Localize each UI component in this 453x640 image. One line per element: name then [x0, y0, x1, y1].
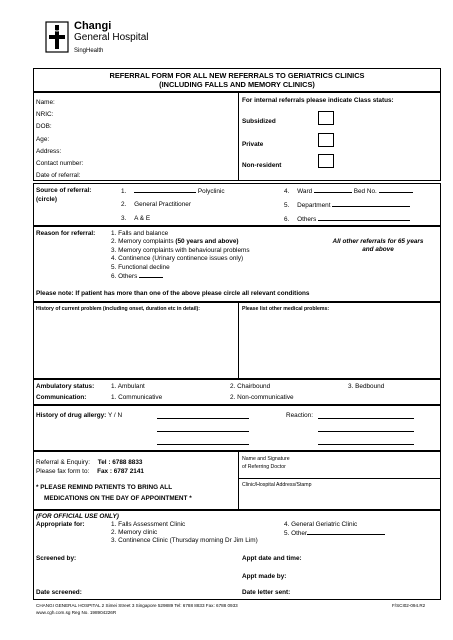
- logo-singhealth: SingHealth: [74, 48, 104, 54]
- reason-note-65-years: All other referrals for 65 years and above: [332, 238, 424, 253]
- class-private-checkbox[interactable]: [318, 133, 334, 147]
- communication-label: Communication:: [36, 394, 87, 401]
- clinic-falls[interactable]: 1. Falls Assessment Clinic: [111, 521, 186, 528]
- history-medical-label: Please list other medical problems:: [242, 306, 330, 312]
- nric-field[interactable]: NRIC:: [36, 111, 54, 119]
- patient-fields: [36, 97, 83, 182]
- communication-noncommunicative[interactable]: 2. Non-communicative: [230, 394, 294, 401]
- reaction-line-2[interactable]: [318, 431, 414, 432]
- clinic-memory[interactable]: 2. Memory clinic: [111, 529, 158, 537]
- class-subsidized-checkbox[interactable]: [318, 111, 334, 125]
- date-screened[interactable]: Date screened:: [36, 589, 82, 596]
- signature-label: Name and Signature of Referring Doctor: [242, 456, 290, 470]
- reason-item-falls[interactable]: 1. Falls and balance: [111, 230, 169, 237]
- class-nonresident-label: Non-resident: [242, 162, 282, 169]
- official-list-left: [111, 521, 258, 546]
- reason-item-functional-decline[interactable]: 5. Functional decline: [111, 263, 170, 271]
- patient-section: [33, 92, 441, 181]
- date-letter-sent[interactable]: Date letter sent:: [242, 589, 291, 596]
- appropriate-for-label: Appropriate for:: [36, 521, 85, 528]
- ambulatory-label: Ambulatory status:: [36, 383, 95, 390]
- footer-form-code: F/SCI02-094.R2: [392, 603, 426, 608]
- source-option-ward[interactable]: 4. Ward Bed No.: [284, 187, 413, 196]
- drug-line-1[interactable]: [157, 418, 249, 419]
- contact-number-field[interactable]: Contact number:: [36, 160, 84, 168]
- drug-allergy-row: [36, 412, 122, 420]
- hospital-logo: [36, 18, 156, 60]
- logo-general-hospital: General Hospital: [74, 32, 149, 43]
- fax-form: Please fax form to: Fax : 6787 2141: [36, 468, 144, 475]
- drug-line-3[interactable]: [157, 444, 249, 445]
- source-option-polyclinic[interactable]: 1. Polyclinic: [121, 188, 225, 195]
- class-nonresident-checkbox[interactable]: [318, 154, 334, 168]
- reason-label: Reason for referral:: [36, 230, 96, 237]
- stamp-label: Clinic/Hospital Address/Stamp: [242, 482, 312, 488]
- communication-communicative[interactable]: 1. Communicative: [111, 394, 163, 401]
- referral-enquiry: Referral & Enquiry: Tel : 6788 8833: [36, 459, 143, 466]
- form-title-line1: REFERRAL FORM FOR ALL NEW REFERRALS TO GERIATRICS CLINICS: [109, 71, 365, 80]
- reason-item-continence[interactable]: 4. Continence (Urinary continence issues only): [111, 255, 244, 263]
- source-option-others[interactable]: 6. Others: [284, 215, 410, 224]
- appt-made-by[interactable]: Appt made by:: [242, 573, 287, 580]
- reaction-line-1[interactable]: [318, 418, 414, 419]
- source-option-department[interactable]: 5. Department: [284, 201, 410, 210]
- date-of-referral-field[interactable]: Date of referral:: [36, 172, 81, 180]
- history-current-area[interactable]: [36, 315, 234, 375]
- drug-allergy-yn[interactable]: Y / N: [107, 412, 123, 419]
- address-field[interactable]: Address:: [36, 147, 62, 155]
- clinic-general-geriatric[interactable]: 4. General Geriatric Clinic: [284, 521, 358, 528]
- reaction-label: Reaction:: [286, 412, 313, 419]
- remind-medications-line1: * PLEASE REMIND PATIENTS TO BRING ALL: [36, 484, 173, 491]
- class-private-label: Private: [242, 141, 264, 148]
- ambulatory-chairbound[interactable]: 2. Chairbound: [230, 383, 271, 390]
- footer-address: CHANGI GENERAL HOSPITAL 2 Simei Street 3 Singapore 529889 Tel: 6788 8833 Fax: 6788 0933: [36, 603, 238, 608]
- age-field[interactable]: Age:: [36, 135, 50, 143]
- name-field[interactable]: Name:: [36, 99, 55, 106]
- ambulatory-bedbound[interactable]: 3. Bedbound: [348, 383, 385, 390]
- drug-line-2[interactable]: [157, 431, 249, 432]
- reason-list: [111, 230, 250, 281]
- screened-by[interactable]: Screened by:: [36, 555, 77, 562]
- reaction-line-3[interactable]: [318, 444, 414, 445]
- internal-referral-heading: For internal referrals please indicate Class status:: [242, 97, 394, 104]
- please-note: Please note: If patient has more than one of the above please circle all relevant conditions: [36, 290, 310, 297]
- reason-item-memory-behaviour[interactable]: 3. Memory complaints with behavioural problems: [111, 246, 250, 254]
- official-list-right: [284, 521, 385, 538]
- dob-field[interactable]: DOB:: [36, 123, 52, 131]
- form-title-line2: (INCLUDING FALLS AND MEMORY CLINICS): [159, 79, 315, 89]
- class-subsidized-label: Subsidized: [242, 118, 276, 125]
- clinic-other[interactable]: 5. Other: [284, 529, 385, 538]
- remind-medications-line2: MEDICATIONS ON THE DAY OF APPOINTMENT *: [44, 495, 192, 502]
- reason-item-memory[interactable]: 2. Memory complaints (50 years and above): [111, 238, 239, 246]
- footer-website: www.cgh.com.sg Reg No. 198904226R: [36, 610, 117, 615]
- reason-item-others[interactable]: 6. Others: [111, 272, 250, 281]
- changi-logo-icon: [42, 20, 72, 54]
- history-medical-area[interactable]: [242, 315, 438, 375]
- logo-changi: Changi: [74, 20, 112, 32]
- source-option-ae[interactable]: 3. A & E: [121, 215, 151, 222]
- appt-date-time[interactable]: Appt date and time:: [242, 555, 302, 562]
- clinic-continence[interactable]: 3. Continence Clinic (Thursday morning Dr Jim Lim): [111, 537, 258, 545]
- form-title: [33, 68, 441, 92]
- source-circle-label: (circle): [36, 196, 57, 203]
- official-heading: (FOR OFFICIAL USE ONLY): [36, 513, 119, 520]
- source-option-gp[interactable]: 2. General Practitioner: [121, 201, 191, 208]
- history-current-label: History of current problem (including onset, duration etc in detail):: [36, 306, 200, 312]
- source-label: Source of referral:: [36, 187, 92, 194]
- ambulatory-ambulant[interactable]: 1. Ambulant: [111, 383, 145, 390]
- drug-allergy-label: History of drug allergy:: [36, 412, 107, 419]
